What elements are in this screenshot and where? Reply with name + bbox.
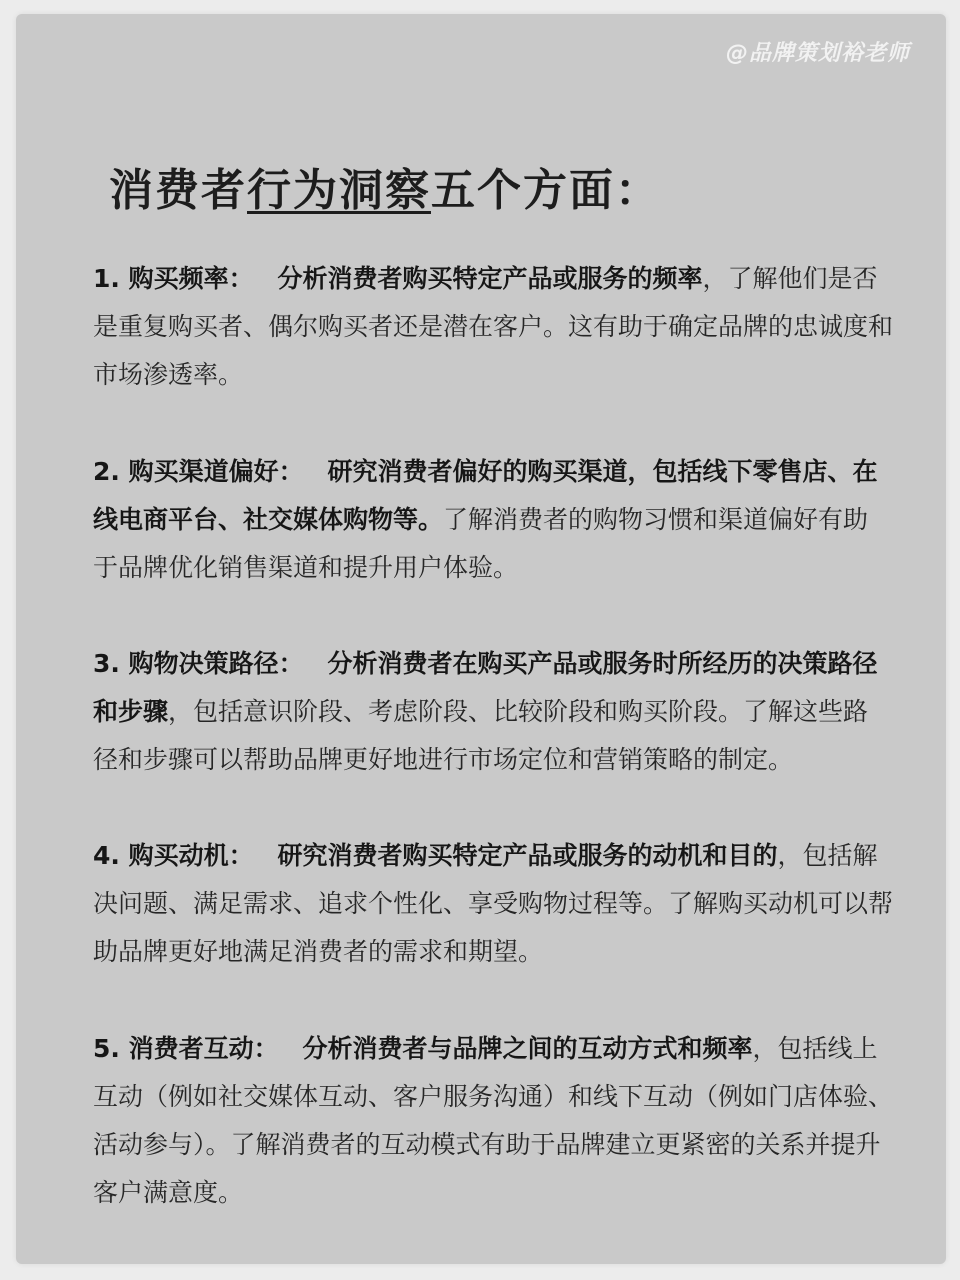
title-underlined: 行为洞察 xyxy=(247,165,431,216)
section-bold-text: 分析消费者与品牌之间的互动方式和频率 xyxy=(302,1034,753,1063)
title-part-3: 五个方面： xyxy=(431,165,661,216)
author-watermark: @品牌策划裕老师 xyxy=(725,41,910,66)
section-channel-preference xyxy=(93,448,893,592)
section-purchase-motivation xyxy=(93,832,893,976)
page-title xyxy=(109,154,661,218)
section-consumer-interaction xyxy=(93,1025,893,1217)
title-part-1: 消费者 xyxy=(109,165,247,216)
section-body-text: 了解消费者的购物习惯和渠道偏好有助于品牌优化销售渠道和提升用户体验。 xyxy=(93,505,869,582)
section-decision-path xyxy=(93,640,893,784)
section-purchase-frequency xyxy=(93,255,893,399)
section-bold-text: 分析消费者购买特定产品或服务的频率 xyxy=(277,264,703,293)
section-body-text: ，了解他们是否是重复购买者、偶尔购买者还是潜在客户。这有助于确定品牌的忠诚度和市场渗透率。 xyxy=(93,264,894,389)
section-body-text: ，包括线上互动（例如社交媒体互动、客户服务沟通）和线下互动（例如门店体验、活动参与）。了解消费者的互动模式有助于品牌建立更紧密的关系并提升客户满意度。 xyxy=(93,1034,894,1207)
section-label: 4. 购买动机： xyxy=(93,841,254,870)
section-body-text: ，包括意识阶段、考虑阶段、比较阶段和购买阶段。了解这些路径和步骤可以帮助品牌更好地进行市场定位和营销策略的制定。 xyxy=(93,697,869,774)
section-label: 1. 购买频率： xyxy=(93,264,254,293)
section-bold-text: 研究消费者购买特定产品或服务的动机和目的 xyxy=(277,841,778,870)
section-bold-text: 分析消费者在购买产品或服务时所经历的决策路径和步骤 xyxy=(93,649,878,726)
section-body-text: ，包括解决问题、满足需求、追求个性化、享受购物过程等。了解购买动机可以帮助品牌更好地满足消费者的需求和期望。 xyxy=(93,841,894,966)
section-label: 2. 购买渠道偏好： xyxy=(93,457,304,486)
section-label: 5. 消费者互动： xyxy=(93,1034,279,1063)
section-bold-text: 研究消费者偏好的购买渠道，包括线下零售店、在线电商平台、社交媒体购物等。 xyxy=(93,457,878,534)
section-label: 3. 购物决策路径： xyxy=(93,649,304,678)
